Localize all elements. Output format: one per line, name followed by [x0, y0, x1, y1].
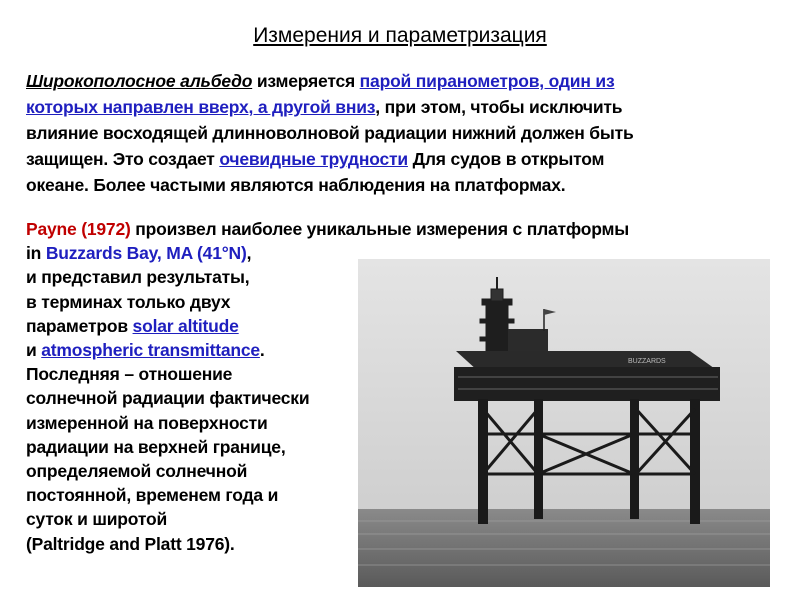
citation-payne: Payne (1972): [26, 219, 131, 239]
text-segment: измеряется: [252, 71, 360, 91]
link-obvious-difficulties[interactable]: очевидные трудности: [219, 149, 408, 169]
text-segment: in: [26, 243, 46, 264]
text-line: в терминах только двух: [26, 291, 231, 312]
text-segment: произвел наиболее уникальные измерения с платформы: [130, 219, 630, 239]
slide-title: Измерения и параметризация: [253, 24, 547, 47]
text-segment: ,: [246, 243, 252, 264]
text-segment: , при этом, чтобы исключить: [375, 97, 623, 117]
term-broadband-albedo: Широкополосное альбедо: [26, 71, 253, 91]
text-line: суток и широтой: [26, 509, 168, 530]
offshore-platform-photo: [358, 259, 770, 587]
text-segment: и: [26, 340, 42, 361]
text-line: океане. Более частыми являются наблюдения на платформах.: [26, 175, 566, 195]
text-segment: .: [259, 340, 265, 361]
text-line: (Paltridge and Platt 1976).: [26, 533, 235, 554]
text-line: Последняя – отношение: [26, 364, 233, 385]
text-line: определяемой солнечной: [26, 461, 248, 482]
link-solar-altitude[interactable]: solar altitude: [132, 315, 239, 336]
link-pyranometers[interactable]: парой пиранометров, один из: [359, 71, 615, 91]
text-segment: параметров: [26, 315, 133, 336]
link-pyranometers-cont[interactable]: которых направлен вверх, а другой вниз: [26, 97, 376, 117]
place-buzzards-bay: Buzzards Bay, MA (41°N): [45, 243, 247, 264]
paragraph-albedo: [26, 68, 781, 198]
link-atmospheric-transmittance[interactable]: atmospheric transmittance: [41, 340, 260, 361]
text-line: радиации на верхней границе,: [26, 436, 286, 457]
text-line: и представил результаты,: [26, 267, 250, 288]
text-line: влияние восходящей длинноволновой радиации нижний должен быть: [26, 123, 634, 143]
text-line: солнечной радиации фактически: [26, 388, 310, 409]
text-line: измеренной на поверхности: [26, 412, 268, 433]
text-line: постоянной, временем года и: [26, 485, 279, 506]
text-segment: защищен. Это создает: [26, 149, 220, 169]
text-segment: Для судов в открытом: [407, 149, 605, 169]
platform-sign-text: BUZZARDS: [628, 358, 666, 365]
